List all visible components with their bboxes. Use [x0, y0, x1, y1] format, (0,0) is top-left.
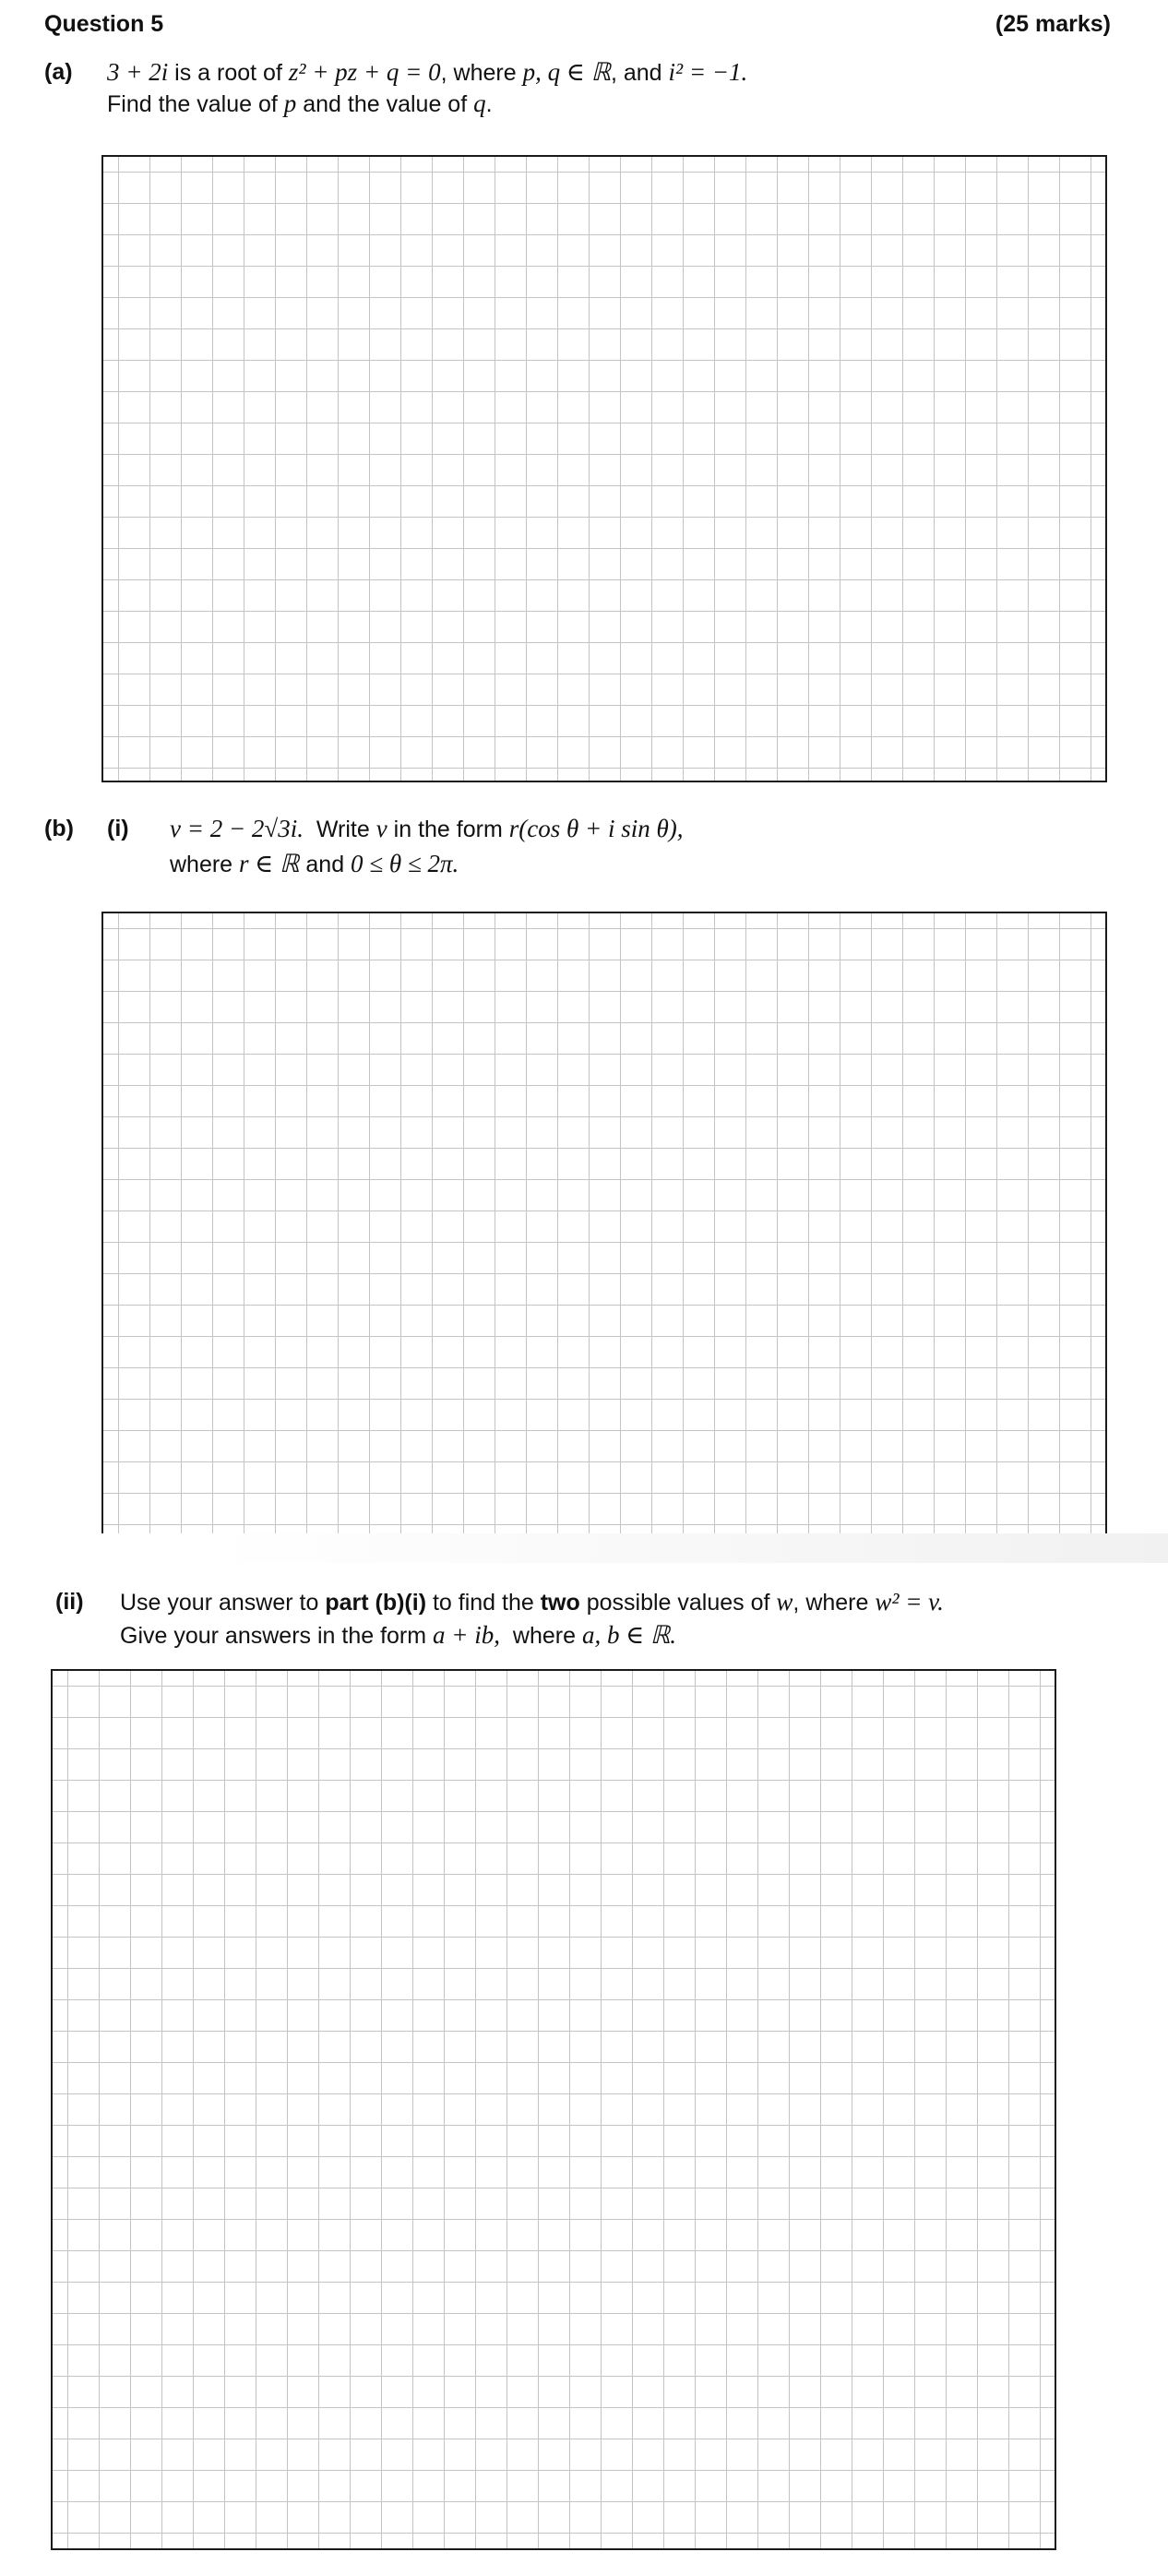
question-title: Question 5 — [44, 11, 164, 37]
real-set: p, q ∈ ℝ — [522, 58, 611, 86]
part-b-i-question-line1: v = 2 − 2√3i. Write v in the form r(cos θ + i sin θ), — [170, 815, 684, 842]
part-b-i-question-line2: where r ∈ ℝ and 0 ≤ θ ≤ 2π. — [170, 850, 459, 877]
imaginary-definition: i² = −1. — [668, 58, 748, 86]
w-squared-equation: w² = v. — [875, 1588, 944, 1616]
page-break-shadow — [0, 1533, 1168, 1563]
marks-label: (25 marks) — [995, 11, 1111, 37]
v-definition: v = 2 − 2√3i. — [170, 815, 304, 842]
cartesian-form: a + ib, — [433, 1621, 500, 1649]
quadratic-equation: z² + pz + q = 0 — [288, 58, 441, 86]
part-a-label: (a) — [44, 59, 73, 85]
part-b-ii-label: (ii) — [55, 1589, 84, 1615]
answer-grid-b-i[interactable] — [101, 912, 1107, 1541]
answer-grid-b-ii[interactable] — [51, 1669, 1056, 2550]
part-reference: part (b)(i) — [325, 1590, 427, 1616]
polar-form: r(cos θ + i sin θ), — [508, 815, 684, 842]
part-b-label: (b) — [44, 816, 74, 841]
part-a-question-line2: Find the value of p and the value of q. — [107, 89, 493, 117]
theta-range: 0 ≤ θ ≤ 2π. — [351, 850, 459, 877]
part-b-ii-question-line1: Use your answer to part (b)(i) to find the two possible values of w, where w² = v. — [120, 1588, 944, 1616]
part-a-question-line1: 3 + 2i is a root of z² + pz + q = 0, where p, q ∈ ℝ, and i² = −1. — [107, 58, 748, 86]
root-expression: 3 + 2i — [107, 58, 169, 86]
answer-grid-a[interactable] — [101, 155, 1107, 782]
part-b-ii-question-line2: Give your answers in the form a + ib, where a, b ∈ ℝ. — [120, 1621, 677, 1649]
part-b-i-label: (i) — [107, 816, 129, 841]
